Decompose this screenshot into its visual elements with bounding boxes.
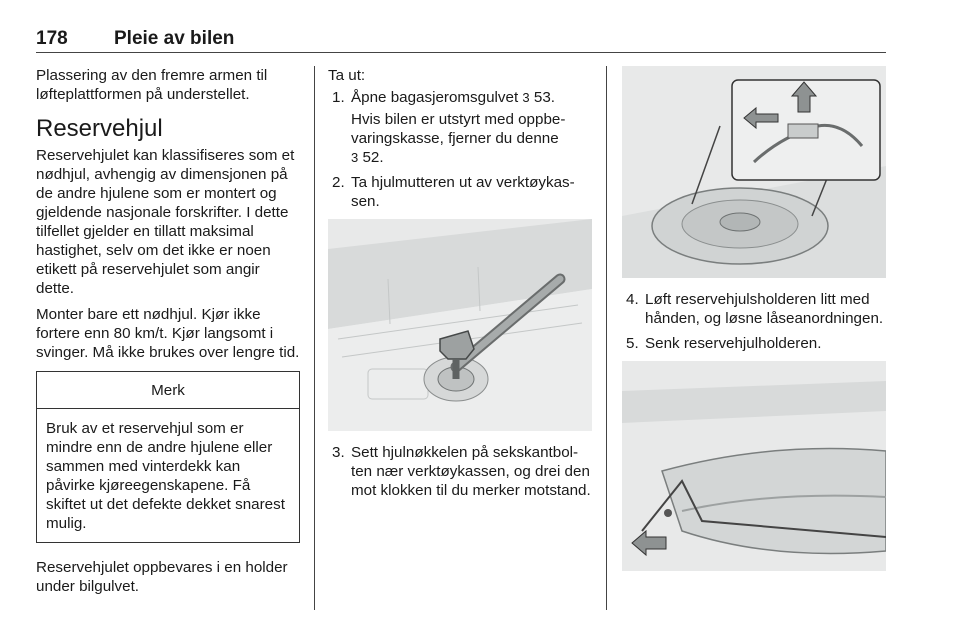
lowering-holder-illustration <box>622 361 886 571</box>
step-number: 4. <box>626 291 639 308</box>
section-heading: Reservehjul <box>36 115 163 142</box>
column-3 <box>622 66 886 583</box>
list-item <box>328 443 592 500</box>
step-number: 1. <box>332 89 345 106</box>
steps-list-a <box>328 88 592 211</box>
removal-lead: Ta ut: <box>328 67 366 84</box>
step-number: 2. <box>332 174 345 191</box>
list-item <box>328 88 592 167</box>
list-item <box>328 173 592 211</box>
arrow-ref-icon[interactable]: 3 <box>351 150 359 165</box>
emergency-wheel-paragraph: Monter bare ett nødhjul. Kjør ikke fortere enn 80 km/t. Kjør langsomt i svinger. Må ikke brukes over lengre tid. <box>36 306 300 361</box>
column-2 <box>328 66 592 506</box>
step-text: Senk reservehjulholderen. <box>645 335 822 352</box>
page-reference[interactable]: 52. <box>362 149 384 166</box>
storage-paragraph: Reservehjulet oppbevares i en holder under bilgulvet. <box>36 559 288 595</box>
column-divider <box>314 66 315 610</box>
spare-wheel-paragraph: Reservehjulet kan klassifiseres som et nødhjul, avhengig av dimensjonen på de andre hjulene som er montert og gjeldende nasjonale forskrifter. I dette tilfellet gjelder en tillatt maksimal hastighet, selv om det ikke er noen etikett på reservehjulet som angir dette. <box>36 147 295 297</box>
steps-list-b <box>328 443 592 500</box>
step-text: Ta hjulmutteren ut av verktøykassen. <box>351 174 575 210</box>
steps-list-c <box>622 290 886 353</box>
note-text: Bruk av et reservehjul som er mindre enn de andre hjulene eller sammen med vinterdekk kan påvirke kjøreegenskapene. Få skiftet ut det defekte dekket snarest mulig. <box>46 420 285 532</box>
column-1 <box>36 66 300 603</box>
note-title: Merk <box>37 372 299 409</box>
arrow-ref-icon[interactable]: 3 <box>522 90 530 105</box>
step-subtext: Hvis bilen er utstyrt med oppbevaringskasse, fjerner du denne 3 52. <box>351 111 566 166</box>
list-item <box>622 290 886 328</box>
column-divider <box>606 66 607 610</box>
step-number: 5. <box>626 335 639 352</box>
page-header <box>36 26 886 53</box>
step-text: Løft reservehjulsholderen litt med hånden, og løsne låseanordningen. <box>645 291 884 327</box>
intro-paragraph: Plassering av den fremre armen til løfteplattformen på understellet. <box>36 67 268 103</box>
section-title: Pleie av bilen <box>114 28 235 49</box>
page-number: 178 <box>36 28 68 49</box>
page-reference[interactable]: 53. <box>533 89 555 106</box>
step-number: 3. <box>332 444 345 461</box>
wheel-wrench-illustration <box>328 219 592 431</box>
spare-wheel-holder-illustration <box>622 66 886 278</box>
list-item <box>622 334 886 353</box>
note-box <box>36 371 300 543</box>
step-text: Åpne bagasjeromsgulvet <box>351 89 519 106</box>
step-text: Sett hjulnøkkelen på sekskantbolten nær verktøykassen, og drei den mot klokken til du merker motstand. <box>351 444 591 499</box>
